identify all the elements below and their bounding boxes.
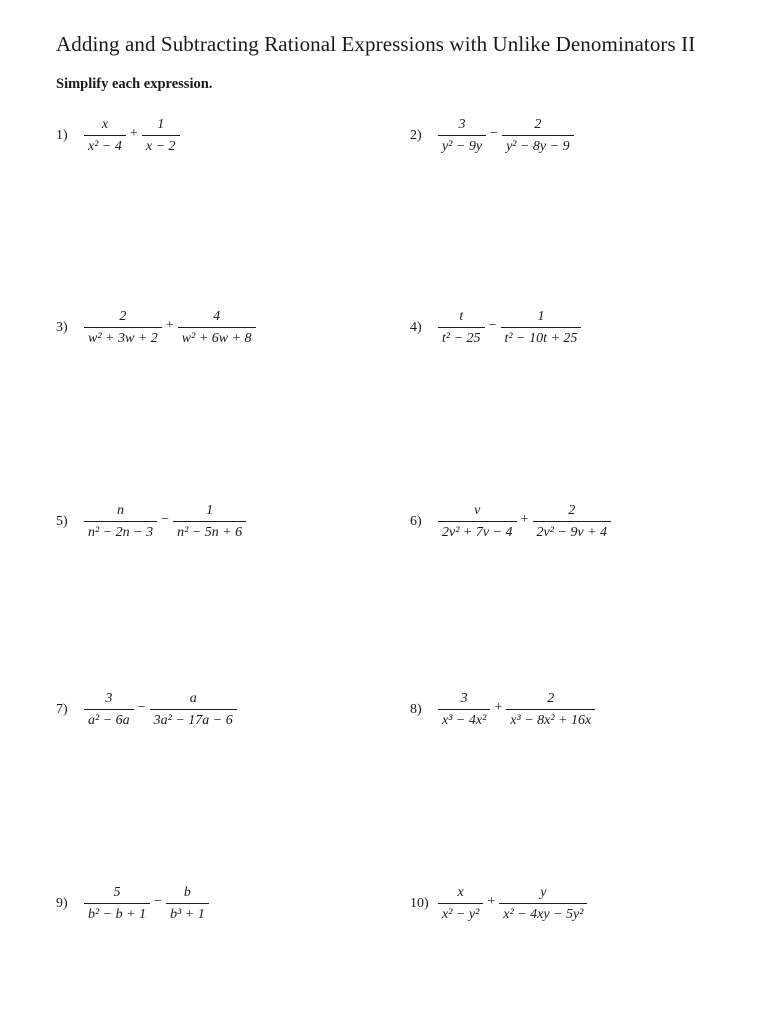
operator: +: [165, 317, 174, 333]
denominator: x³ − 8x² + 16x: [510, 713, 592, 728]
problem-1: [56, 116, 182, 155]
fraction-first: [84, 502, 157, 541]
fraction-first: [84, 884, 150, 923]
fraction-second: [150, 690, 237, 729]
fraction-second: [533, 502, 612, 541]
denominator: t² − 25: [442, 331, 481, 346]
fraction-second: [166, 884, 209, 923]
problem-number: 7): [56, 701, 68, 717]
numerator: 3: [458, 117, 466, 132]
denominator: x − 2: [145, 139, 176, 154]
numerator: 2: [534, 117, 542, 132]
problem-5: [56, 502, 248, 541]
denominator: t² − 10t + 25: [504, 331, 578, 346]
numerator: 3: [460, 691, 468, 706]
operator: −: [488, 317, 497, 333]
fraction-first: [84, 308, 162, 347]
problem-number: 8): [410, 701, 422, 717]
denominator: b³ + 1: [170, 907, 205, 922]
problem-number: 1): [56, 127, 68, 143]
denominator: 2v² − 9v + 4: [536, 525, 608, 540]
denominator: w² + 3w + 2: [88, 331, 158, 346]
fraction-first: [438, 884, 483, 923]
numerator: 2: [568, 503, 576, 518]
problem-number: 4): [410, 319, 422, 335]
problem-number: 6): [410, 513, 422, 529]
denominator: 2v² + 7v − 4: [442, 525, 513, 540]
fraction-first: [84, 116, 126, 155]
denominator: b² − b + 1: [88, 907, 147, 922]
numerator: x: [101, 117, 109, 132]
fraction-second: [499, 884, 587, 923]
numerator: 2: [119, 309, 127, 324]
numerator: v: [474, 503, 481, 518]
problem-3: [56, 308, 258, 347]
numerator: 1: [206, 503, 214, 518]
problem-9: [56, 884, 211, 923]
numerator: 1: [157, 117, 165, 132]
problem-number: 5): [56, 513, 68, 529]
denominator: x³ − 4x²: [442, 713, 487, 728]
operator: −: [490, 125, 499, 141]
operator: −: [154, 893, 163, 909]
operator: −: [137, 699, 146, 715]
denominator: x² − 4: [88, 139, 122, 154]
numerator: 2: [547, 691, 555, 706]
fraction-second: [142, 116, 180, 155]
numerator: y: [540, 885, 547, 900]
operator: +: [487, 893, 496, 909]
fraction-second: [173, 502, 246, 541]
denominator: n² − 5n + 6: [177, 525, 243, 540]
problem-8: [410, 690, 597, 729]
operator: +: [494, 699, 503, 715]
numerator: t: [459, 309, 464, 324]
problem-number: 9): [56, 895, 68, 911]
denominator: y² − 8y − 9: [506, 139, 570, 154]
fraction-second: [502, 116, 574, 155]
fraction-second: [178, 308, 256, 347]
problem-number: 2): [410, 127, 422, 143]
denominator: x² − y²: [442, 907, 480, 922]
denominator: x² − 4xy − 5y²: [503, 907, 584, 922]
denominator: y² − 9y: [442, 139, 483, 154]
numerator: x: [457, 885, 464, 900]
denominator: w² + 6w + 8: [181, 331, 252, 346]
worksheet-instructions: Simplify each expression.: [56, 76, 213, 92]
problem-10: [410, 884, 589, 923]
numerator: 5: [113, 885, 121, 900]
denominator: n² − 2n − 3: [88, 525, 154, 540]
operator: −: [161, 511, 170, 527]
problem-6: [410, 502, 613, 541]
numerator: 4: [213, 309, 221, 324]
denominator: 3a² − 17a − 6: [153, 713, 233, 728]
operator: +: [520, 511, 529, 527]
problem-number: 3): [56, 319, 68, 335]
numerator: 1: [537, 309, 545, 324]
numerator: a: [189, 691, 197, 706]
problem-number: 10): [410, 895, 429, 911]
fraction-second: [501, 308, 582, 347]
fraction-first: [438, 502, 517, 541]
operator: +: [129, 125, 138, 141]
fraction-first: [438, 690, 490, 729]
worksheet-title: Adding and Subtracting Rational Expressions with Unlike Denominators II: [56, 32, 696, 56]
fraction-second: [506, 690, 595, 729]
numerator: 3: [105, 691, 113, 706]
fraction-first: [438, 116, 486, 155]
problem-2: [410, 116, 576, 155]
problem-7: [56, 690, 239, 729]
fraction-first: [438, 308, 485, 347]
numerator: b: [183, 885, 191, 900]
fraction-first: [84, 690, 134, 729]
problem-4: [410, 308, 583, 347]
numerator: n: [117, 503, 125, 518]
denominator: a² − 6a: [88, 713, 130, 728]
